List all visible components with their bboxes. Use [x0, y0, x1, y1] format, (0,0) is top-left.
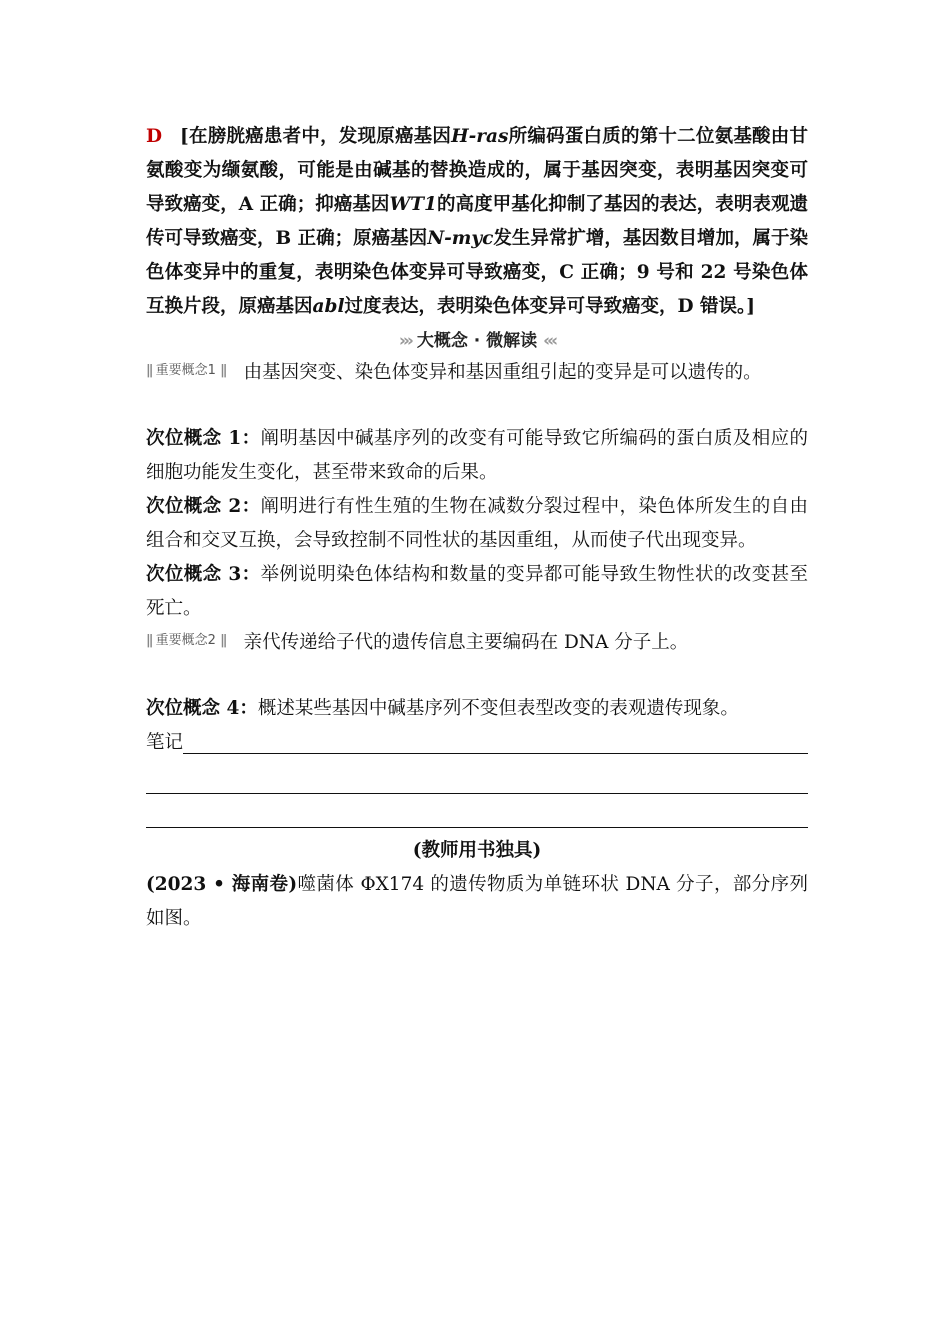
- answer-letter: D: [146, 126, 163, 147]
- gene-name: H-ras: [451, 126, 509, 147]
- section-title: 大概念 · 微解读: [416, 331, 538, 351]
- gene-name: WT1: [389, 194, 437, 215]
- concept-badge: || 重要概念2 ||: [146, 633, 226, 648]
- teacher-only-label: (教师用书独具): [412, 840, 542, 861]
- important-concept-1: [146, 356, 808, 390]
- answer-explanation: D [在膀胱癌患者中，发现原癌基因H-ras所编码蛋白质的第十二位氨基酸由甘氨酸变为缬氨酸，可能是由碱基的替换造成的，属于基因突变，表明基因突变可导致癌变，A 正确；抑癌基因WT1的高度甲基化抑制了基因的表达，表明表观遗传可导致癌变，B 正确；原癌基因N-myc发生异常扩增，基因数目增加，属于染色体变异中的重复，表明染色体变异可导致癌变，C 正确；9 号和 22 号染色体互换片段，原癌基因abl过度表达，表明染色体变异可导致癌变，D 错误。]: [146, 126, 808, 317]
- notes-line[interactable]: [183, 731, 808, 754]
- gene-name: N-myc: [427, 228, 494, 249]
- sub-concept-4: 次位概念 4：概述某些基因中碱基序列不变但表型改变的表观遗传现象。: [146, 698, 739, 719]
- sub-concept-1: 次位概念 1：阐明基因中碱基序列的改变有可能导致它所编码的蛋白质及相应的细胞功能发生变化，甚至带来致命的后果。: [146, 428, 808, 483]
- notes-label: 笔记: [146, 732, 184, 753]
- important-concept-2: [146, 626, 808, 660]
- chevron-left-icon: ‹‹‹: [543, 331, 556, 351]
- chevron-right-icon: ›››: [398, 331, 411, 351]
- section-header: [146, 326, 808, 356]
- notes-line[interactable]: [146, 794, 808, 828]
- sub-concept-2: 次位概念 2：阐明进行有性生殖的生物在减数分裂过程中，染色体所发生的自由组合和交叉互换，会导致控制不同性状的基因重组，从而使子代出现变异。: [146, 496, 808, 551]
- gene-name: abl: [312, 296, 345, 317]
- concept-text: 由基因突变、染色体变异和基因重组引起的变异是可以遗传的。: [243, 362, 762, 383]
- notes-line[interactable]: [146, 760, 808, 794]
- question-text: (2023 • 海南卷)噬菌体 ΦX174 的遗传物质为单链环状 DNA 分子，部分序列如图。: [146, 874, 808, 929]
- concept-text: 亲代传递给子代的遗传信息主要编码在 DNA 分子上。: [243, 632, 689, 653]
- question-source: (2023 • 海南卷): [146, 874, 298, 895]
- concept-badge: || 重要概念1 ||: [146, 363, 226, 378]
- notes-field[interactable]: [146, 726, 808, 760]
- sub-concept-3: 次位概念 3：举例说明染色体结构和数量的变异都可能导致生物性状的改变甚至死亡。: [146, 564, 808, 619]
- page-content: [146, 120, 808, 936]
